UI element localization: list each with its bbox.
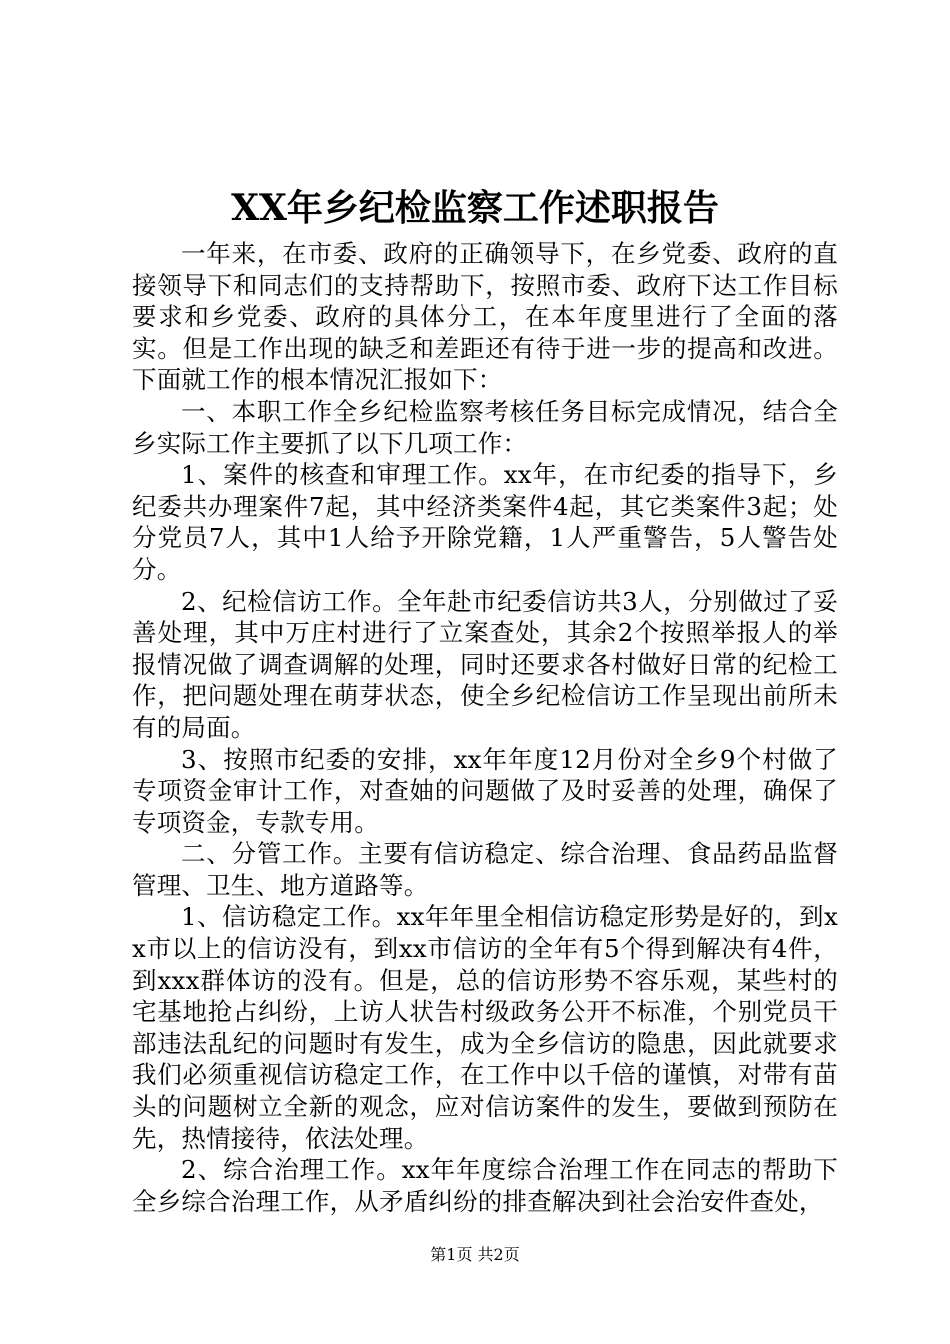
paragraph-stability-work: 1、信访稳定工作。xx年年里全相信访稳定形势是好的，到xx市以上的信访没有，到xx市信访的全年有5个得到解决有4件，到xxx群体访的没有。但是，总的信访形势不容乐观，某些村的宅基地抢占纠纷，上访人状告村级政务公开不标准，个别党员干部违法乱纪的问题时有发生，成为全乡信访的隐患，因此就要求我们必须重视信访稳定工作，在工作中以千倍的谨慎，对带有苗头的问题树立全新的观念，应对信访案件的发生，要做到预防在先，热情接待，依法处理。 [132, 902, 838, 1153]
paragraph-section-two: 二、分管工作。主要有信访稳定、综合治理、食品药品监督管理、卫生、地方道路等。 [132, 839, 838, 900]
paragraph-petition-work: 2、纪检信访工作。全年赴市纪委信访共3人，分别做过了妥善处理，其中万庄村进行了立案查处，其余2个按照举报人的举报情况做了调查调解的处理，同时还要求各村做好日常的纪检工作，把问题处理在萌芽状态，使全乡纪检信访工作呈现出前所未有的局面。 [132, 586, 838, 742]
paragraph-comprehensive-governance: 2、综合治理工作。xx年年度综合治理工作在同志的帮助下全乡综合治理工作，从矛盾纠纷的排查解决到社会治安件查处， [132, 1155, 838, 1216]
paragraph-intro: 一年来，在市委、政府的正确领导下，在乡党委、政府的直接领导下和同志们的支持帮助下，按照市委、政府下达工作目标要求和乡党委、政府的具体分工，在本年度里进行了全面的落实。但是工作出现的缺乏和差距还有待于进一步的提高和改进。下面就工作的根本情况汇报如下： [132, 239, 838, 395]
paragraph-fund-audit: 3、按照市纪委的安排，xx年年度12月份对全乡9个村做了专项资金审计工作，对查妯的问题做了及时妥善的处理，确保了专项资金，专款专用。 [132, 744, 838, 837]
document-title: XX年乡纪检监察工作述职报告 [231, 187, 719, 229]
paragraph-case-review: 1、案件的核查和审理工作。xx年，在市纪委的指导下，乡纪委共办理案件7起，其中经济类案件4起，其它类案件3起；处分党员7人，其中1人给予开除党籍，1人严重警告，5人警告处分。 [132, 460, 838, 584]
page-footer: 第1页 共2页 [430, 1245, 520, 1264]
document-body [132, 238, 838, 1217]
paragraph-section-one: 一、本职工作全乡纪检监察考核任务目标完成情况，结合全乡实际工作主要抓了以下几项工作： [132, 396, 838, 458]
